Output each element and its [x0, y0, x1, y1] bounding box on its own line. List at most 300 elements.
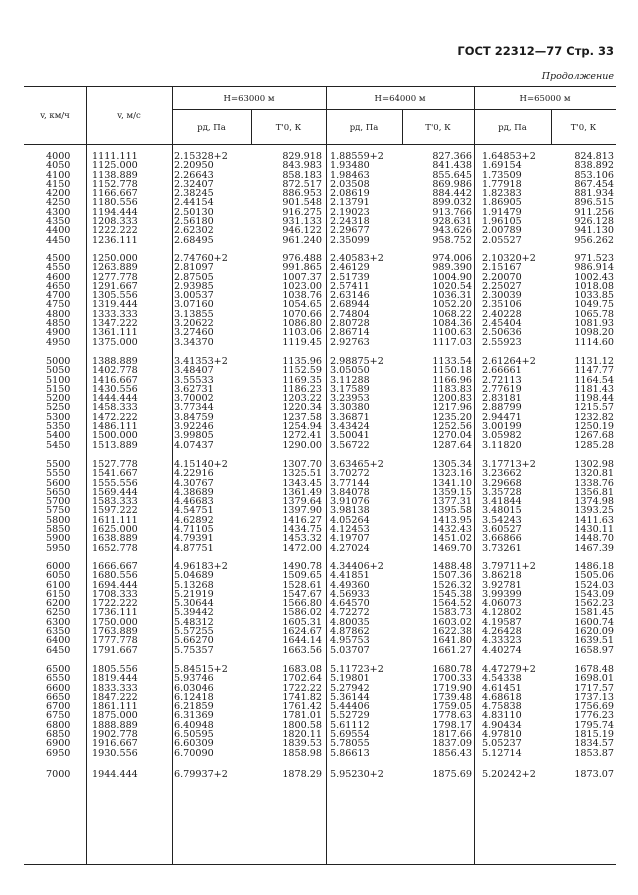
table-cell: 3.99805: [174, 430, 214, 442]
table-cell: 1147.77: [574, 365, 614, 377]
col-header-h63000: H=63000 м: [223, 94, 275, 104]
column-p2: [330, 357, 384, 450]
table-cell: 5050: [46, 365, 71, 377]
table-cell: 3.11288: [330, 374, 370, 386]
table-cell: 4100: [46, 169, 71, 181]
table-cell: 6350: [46, 626, 71, 638]
table-cell: 2.19023: [330, 206, 370, 218]
table-cell: 7000: [46, 769, 71, 780]
table-cell: 899.032: [432, 197, 472, 209]
table-cell: 1305.34: [432, 459, 472, 470]
column-t2: [432, 254, 472, 347]
table-cell: 1343.45: [282, 477, 322, 489]
table-cell: 1509.65: [282, 570, 322, 582]
table-cell: 1815.19: [574, 729, 614, 741]
table-cell: 1169.35: [282, 374, 322, 386]
table-cell: 1374.98: [574, 496, 614, 508]
table-cell: 5.20242+2: [482, 769, 536, 780]
table-cell: 1267.68: [574, 430, 614, 442]
table-cell: 1007.37: [282, 271, 322, 283]
column-p1: [174, 152, 228, 245]
table-cell: 1698.01: [574, 673, 614, 685]
table-cell: 1098.20: [574, 327, 614, 339]
table-cell: 4150: [46, 178, 71, 190]
table-cell: 2.32407: [174, 178, 214, 190]
table-cell: 1250.000: [92, 253, 138, 264]
table-cell: 2.25027: [482, 280, 522, 292]
table-cell: 3.05982: [482, 430, 522, 442]
table-cell: 1402.778: [92, 365, 138, 377]
table-cell: 3.50041: [330, 430, 370, 442]
table-cell: 1507.36: [432, 570, 472, 582]
column-t2: [432, 152, 472, 245]
table-cell: 1150.18: [432, 365, 472, 377]
table-cell: 1680.78: [432, 664, 472, 675]
table-cell: 4300: [46, 206, 71, 218]
table-cell: 2.15328+2: [174, 151, 228, 162]
table-cell: 4.61451: [482, 682, 522, 694]
table-cell: 6700: [46, 701, 71, 713]
table-cell: 1323.16: [432, 468, 472, 480]
table-cell: 1834.57: [574, 738, 614, 750]
table-cell: 5.75357: [174, 644, 214, 656]
table-cell: 946.122: [282, 225, 322, 237]
table-cell: 4.22916: [174, 468, 214, 480]
table-cell: 1488.48: [432, 561, 472, 572]
table-cell: 1873.07: [574, 769, 614, 780]
table-cell: 1500.000: [92, 430, 138, 442]
table-cell: 2.08619: [330, 188, 370, 200]
table-cell: 1791.667: [92, 644, 138, 656]
column-t2: [432, 770, 472, 779]
table-cell: 4.46683: [174, 496, 214, 508]
table-cell: 5.21919: [174, 588, 214, 600]
table-cell: 1666.667: [92, 561, 138, 572]
table-cell: 1131.12: [574, 356, 614, 367]
column-p1: [174, 770, 228, 779]
table-cell: 5.48312: [174, 616, 214, 628]
table-cell: 1237.58: [282, 411, 322, 423]
table-cell: 5.52729: [330, 710, 370, 722]
table-cell: 2.74760+2: [174, 253, 228, 264]
table-cell: 1555.556: [92, 477, 138, 489]
table-cell: 6250: [46, 607, 71, 619]
table-cell: 5.19801: [330, 673, 370, 685]
table-cell: 1819.444: [92, 673, 138, 685]
column-t1: [282, 562, 322, 655]
table-cell: 3.20622: [174, 318, 214, 330]
table-cell: 1741.82: [282, 691, 322, 703]
table-cell: 5800: [46, 514, 71, 526]
table-cell: 1307.70: [282, 459, 322, 470]
table-cell: 1.96105: [482, 216, 522, 228]
table-cell: 5100: [46, 374, 71, 386]
table-cell: 1739.48: [432, 691, 472, 703]
table-cell: 1361.49: [282, 486, 322, 498]
table-cell: 1839.53: [282, 738, 322, 750]
table-cell: 4850: [46, 318, 71, 330]
table-cell: 1215.57: [574, 402, 614, 414]
table-cell: 1.98463: [330, 169, 370, 181]
table-cell: 2.93985: [174, 280, 214, 292]
table-cell: 1004.90: [432, 271, 472, 283]
table-cell: 1930.556: [92, 747, 138, 759]
table-cell: 1566.80: [282, 598, 322, 610]
table-cell: 4.54338: [482, 673, 522, 685]
table-cell: 1183.83: [432, 383, 472, 395]
table-cell: 5600: [46, 477, 71, 489]
table-cell: 6500: [46, 664, 71, 675]
column-ms: [92, 562, 138, 655]
table-cell: 3.62731: [174, 383, 214, 395]
table-cell: 1375.000: [92, 336, 138, 348]
table-cell: 4.68618: [482, 691, 522, 703]
table-cell: 2.46129: [330, 262, 370, 274]
table-cell: 3.27460: [174, 327, 214, 339]
table-cell: 886.953: [282, 188, 322, 200]
table-cell: 971.523: [574, 253, 614, 264]
table-cell: 1341.10: [432, 477, 472, 489]
table-cell: 1586.02: [282, 607, 322, 619]
table-cell: 881.934: [574, 188, 614, 200]
table-cell: 1562.23: [574, 598, 614, 610]
table-cell: 1194.444: [92, 206, 138, 218]
table-cell: 3.63465+2: [330, 459, 384, 470]
table-cell: 4.71105: [174, 524, 214, 536]
table-cell: 1152.59: [282, 365, 322, 377]
column-p1: [174, 562, 228, 655]
table-cell: 1254.94: [282, 421, 322, 433]
data-table: [24, 86, 616, 865]
table-cell: 1038.76: [282, 290, 322, 302]
table-cell: 829.918: [282, 151, 322, 162]
table-cell: 4950: [46, 336, 71, 348]
table-cell: 1114.60: [574, 336, 614, 348]
table-cell: 1100.63: [432, 327, 472, 339]
table-cell: 2.68495: [174, 234, 214, 246]
table-cell: 2.88799: [482, 402, 522, 414]
table-cell: 1683.08: [282, 664, 322, 675]
table-cell: 911.256: [574, 206, 614, 218]
table-cell: 1397.90: [282, 505, 322, 517]
table-cell: 1.88559+2: [330, 151, 384, 162]
table-cell: 3.41353+2: [174, 356, 228, 367]
column-t2: [432, 562, 472, 655]
table-cell: 4.06073: [482, 598, 522, 610]
table-cell: 2.80728: [330, 318, 370, 330]
table-cell: 5.66270: [174, 635, 214, 647]
table-cell: 1319.444: [92, 299, 138, 311]
table-cell: 1661.27: [432, 644, 472, 656]
table-cell: 5350: [46, 421, 71, 433]
table-cell: 4450: [46, 234, 71, 246]
column-t1: [282, 357, 322, 450]
table-cell: 3.98138: [330, 505, 370, 517]
table-cell: 2.83181: [482, 393, 522, 405]
table-cell: 1361.111: [92, 327, 138, 339]
table-cell: 884.442: [432, 188, 472, 200]
table-cell: 4.87862: [330, 626, 370, 638]
table-cell: 986.914: [574, 262, 614, 274]
table-cell: 3.48015: [482, 505, 522, 517]
table-cell: 6750: [46, 710, 71, 722]
table-cell: 3.11820: [482, 439, 522, 451]
table-cell: 1472.00: [282, 542, 322, 554]
table-cell: 1018.08: [574, 280, 614, 292]
table-cell: 1359.15: [432, 486, 472, 498]
table-cell: 1597.222: [92, 505, 138, 517]
column-t3: [574, 460, 614, 553]
table-cell: 6.21859: [174, 701, 214, 713]
table-cell: 6050: [46, 570, 71, 582]
table-cell: 3.35728: [482, 486, 522, 498]
table-cell: 1049.75: [574, 299, 614, 311]
table-cell: 1.86905: [482, 197, 522, 209]
column-p3: [482, 254, 536, 347]
table-cell: 4.05264: [330, 514, 370, 526]
table-cell: 5.78055: [330, 738, 370, 750]
table-cell: 2.40228: [482, 308, 522, 320]
table-cell: 2.87505: [174, 271, 214, 283]
table-cell: 4900: [46, 327, 71, 339]
table-cell: 1800.58: [282, 719, 322, 731]
table-cell: 1252.56: [432, 421, 472, 433]
table-cell: 4000: [46, 151, 71, 162]
table-cell: 1430.11: [574, 524, 614, 536]
table-cell: 3.92781: [482, 579, 522, 591]
table-cell: 1333.333: [92, 308, 138, 320]
table-cell: 1817.66: [432, 729, 472, 741]
col-header-pd-2: pд, Па: [349, 123, 379, 133]
table-cell: 1.73509: [482, 169, 522, 181]
col-header-t0-2: T'0, К: [425, 123, 451, 133]
table-cell: 1569.444: [92, 486, 138, 498]
table-cell: 6650: [46, 691, 71, 703]
table-cell: 1658.97: [574, 644, 614, 656]
table-cell: 989.390: [432, 262, 472, 274]
table-cell: 5550: [46, 468, 71, 480]
table-cell: 6950: [46, 747, 71, 759]
table-cell: 1756.69: [574, 701, 614, 713]
table-cell: 1680.556: [92, 570, 138, 582]
column-t2: [432, 665, 472, 758]
table-cell: 1625.000: [92, 524, 138, 536]
table-cell: 2.50130: [174, 206, 214, 218]
table-cell: 1166.667: [92, 188, 138, 200]
table-cell: 1235.20: [432, 411, 472, 423]
table-cell: 6.40948: [174, 719, 214, 731]
table-cell: 1805.556: [92, 664, 138, 675]
table-cell: 4.27024: [330, 542, 370, 554]
table-cell: 1853.87: [574, 747, 614, 759]
table-cell: 2.15167: [482, 262, 522, 274]
table-cell: 1717.57: [574, 682, 614, 694]
table-cell: 1111.111: [92, 151, 138, 162]
table-cell: 2.44154: [174, 197, 214, 209]
table-cell: 2.63146: [330, 290, 370, 302]
table-cell: 1200.83: [432, 393, 472, 405]
table-cell: 3.30380: [330, 402, 370, 414]
table-cell: 1277.778: [92, 271, 138, 283]
table-cell: 1236.111: [92, 234, 138, 246]
table-cell: 4.95753: [330, 635, 370, 647]
column-p1: [174, 460, 228, 553]
table-cell: 3.73261: [482, 542, 522, 554]
column-t1: [282, 665, 322, 758]
table-cell: 2.55923: [482, 336, 522, 348]
table-cell: 4.96183+2: [174, 561, 228, 572]
table-cell: 1486.18: [574, 561, 614, 572]
table-cell: 991.865: [282, 262, 322, 274]
table-cell: 1543.09: [574, 588, 614, 600]
table-cell: 5.57255: [174, 626, 214, 638]
table-cell: 1856.43: [432, 747, 472, 759]
table-cell: 1379.64: [282, 496, 322, 508]
table-cell: 3.36871: [330, 411, 370, 423]
table-cell: 4700: [46, 290, 71, 302]
table-cell: 1347.222: [92, 318, 138, 330]
table-cell: 4750: [46, 299, 71, 311]
table-cell: 1722.222: [92, 598, 138, 610]
table-cell: 5.03707: [330, 644, 370, 656]
column-p3: [482, 562, 536, 655]
table-cell: 6.31369: [174, 710, 214, 722]
col-header-v-ms: v, м/с: [117, 111, 141, 121]
table-cell: 1020.54: [432, 280, 472, 292]
table-cell: 1583.333: [92, 496, 138, 508]
table-cell: 855.645: [432, 169, 472, 181]
table-cell: 1736.111: [92, 607, 138, 619]
table-cell: 1434.75: [282, 524, 322, 536]
table-cell: 1117.03: [432, 336, 472, 348]
table-cell: 4.47279+2: [482, 664, 536, 675]
table-cell: 4.87751: [174, 542, 214, 554]
table-cell: 1208.333: [92, 216, 138, 228]
table-cell: 1486.111: [92, 421, 138, 433]
table-cell: 1678.48: [574, 664, 614, 675]
table-cell: 1416.667: [92, 374, 138, 386]
table-cell: 3.70002: [174, 393, 214, 405]
column-ms: [92, 460, 138, 553]
table-cell: 1023.00: [282, 280, 322, 292]
table-cell: 2.26643: [174, 169, 214, 181]
table-cell: 1453.32: [282, 533, 322, 545]
table-cell: 4.19707: [330, 533, 370, 545]
table-cell: 6400: [46, 635, 71, 647]
table-cell: 5250: [46, 402, 71, 414]
table-cell: 1467.39: [574, 542, 614, 554]
table-cell: 4.33323: [482, 635, 522, 647]
table-cell: 1861.111: [92, 701, 138, 713]
table-cell: 1166.96: [432, 374, 472, 386]
table-cell: 1605.31: [282, 616, 322, 628]
table-cell: 1798.17: [432, 719, 472, 731]
column-t3: [574, 665, 614, 758]
table-cell: 1338.76: [574, 477, 614, 489]
table-cell: 4500: [46, 253, 71, 264]
table-cell: 3.23953: [330, 393, 370, 405]
table-cell: 1395.58: [432, 505, 472, 517]
table-cell: 6300: [46, 616, 71, 628]
table-cell: 3.84078: [330, 486, 370, 498]
table-cell: 5450: [46, 439, 71, 451]
table-cell: 4.15140+2: [174, 459, 228, 470]
table-cell: 1639.51: [574, 635, 614, 647]
table-cell: 5850: [46, 524, 71, 536]
table-cell: 1652.778: [92, 542, 138, 554]
table-cell: 6550: [46, 673, 71, 685]
table-cell: 3.00537: [174, 290, 214, 302]
table-cell: 6900: [46, 738, 71, 750]
table-cell: 1902.778: [92, 729, 138, 741]
table-cell: 2.56180: [174, 216, 214, 228]
table-cell: 4.12802: [482, 607, 522, 619]
table-cell: 1181.43: [574, 383, 614, 395]
table-cell: 3.92246: [174, 421, 214, 433]
table-cell: 4.80035: [330, 616, 370, 628]
column-p2: [330, 254, 384, 347]
table-cell: 2.57411: [330, 280, 370, 292]
table-cell: 5000: [46, 356, 71, 367]
table-cell: 2.98875+2: [330, 356, 384, 367]
table-cell: 4250: [46, 197, 71, 209]
table-cell: 3.29668: [482, 477, 522, 489]
table-cell: 1320.81: [574, 468, 614, 480]
table-cell: 4.07437: [174, 439, 214, 451]
column-p3: [482, 770, 536, 779]
table-cell: 943.626: [432, 225, 472, 237]
table-cell: 2.29677: [330, 225, 370, 237]
table-cell: 1622.38: [432, 626, 472, 638]
table-cell: 2.40583+2: [330, 253, 384, 264]
table-cell: 5150: [46, 383, 71, 395]
column-p2: [330, 460, 384, 553]
table-cell: 2.24318: [330, 216, 370, 228]
col-header-h64000: H=64000 м: [374, 94, 426, 104]
table-cell: 4650: [46, 280, 71, 292]
table-cell: 872.517: [282, 178, 322, 190]
table-cell: 928.631: [432, 216, 472, 228]
table-cell: 1611.111: [92, 514, 138, 526]
column-p1: [174, 665, 228, 758]
table-cell: 6.03046: [174, 682, 214, 694]
table-cell: 1663.56: [282, 644, 322, 656]
table-cell: 1287.64: [432, 439, 472, 451]
table-cell: 4.49360: [330, 579, 370, 591]
table-cell: 1603.02: [432, 616, 472, 628]
table-cell: 1065.78: [574, 308, 614, 320]
table-cell: 1325.51: [282, 468, 322, 480]
table-cell: 5.13268: [174, 579, 214, 591]
table-cell: 1564.52: [432, 598, 472, 610]
table-cell: 1377.31: [432, 496, 472, 508]
table-cell: 3.77344: [174, 402, 214, 414]
table-cell: 1052.20: [432, 299, 472, 311]
table-cell: 6.70090: [174, 747, 214, 759]
col-header-t0-1: T'0, К: [275, 123, 302, 133]
table-cell: 6.79937+2: [174, 769, 228, 780]
table-cell: 1875.69: [432, 769, 472, 780]
table-cell: 1.82383: [482, 188, 522, 200]
table-cell: 4.12453: [330, 524, 370, 536]
table-cell: 2.03508: [330, 178, 370, 190]
column-kmh: [46, 460, 70, 553]
table-cell: 3.17713+2: [482, 459, 536, 470]
table-cell: 3.34370: [174, 336, 214, 348]
table-cell: 1232.82: [574, 411, 614, 423]
table-cell: 6800: [46, 719, 71, 731]
table-cell: 2.30039: [482, 290, 522, 302]
